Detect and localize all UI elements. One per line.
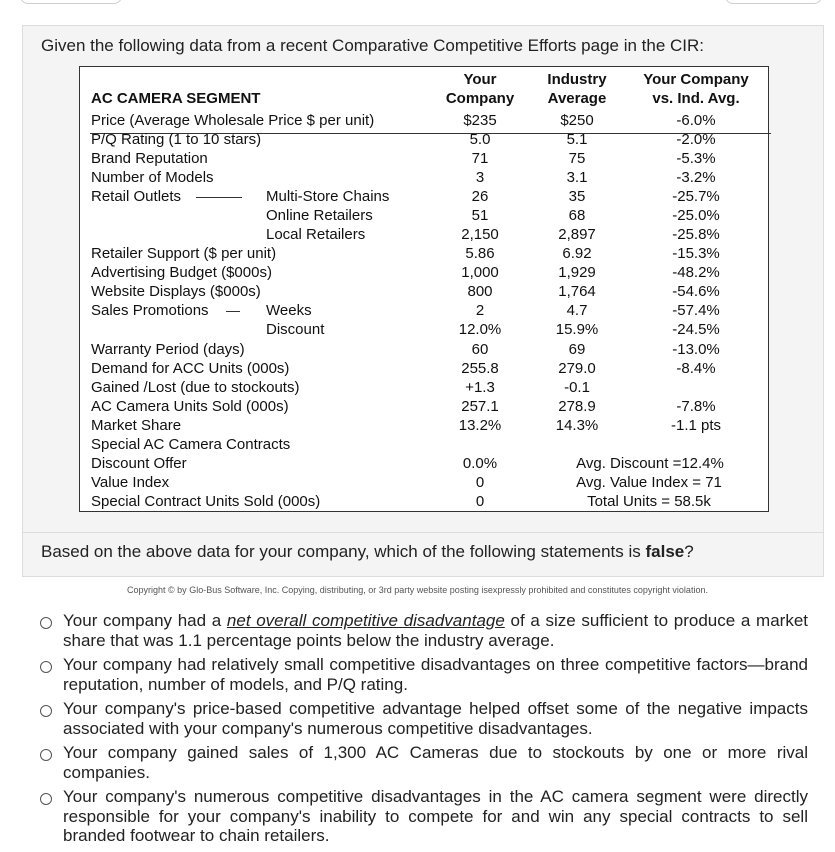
row-label: P/Q Rating (1 to 10 stars) (91, 131, 262, 148)
row-your: 60 (471, 341, 489, 358)
row-vs: -13.0% (672, 341, 720, 358)
row-sub: Local Retailers (266, 226, 366, 243)
row-vs: -57.4% (672, 302, 720, 319)
row-label: Discount Offer (91, 455, 187, 472)
radio-button[interactable] (40, 617, 52, 629)
row-your: 1,000 (461, 264, 499, 281)
row-your: 5.0 (469, 131, 491, 148)
row-label: Warranty Period (days) (91, 341, 245, 358)
row-ind: 2,897 (558, 226, 596, 243)
option-text: Your company's numerous competitive disadvantages in the AC camera segment were directly responsible for your company's inability to compete for and win any special contracts to sell branded footwear to chain retailers. (63, 787, 808, 845)
row-ind: 6.92 (562, 245, 592, 262)
row-ind: 68 (568, 207, 586, 224)
row-vs: -5.3% (676, 150, 716, 167)
cir-data-table (79, 66, 769, 512)
row-your: 2,150 (461, 226, 499, 243)
row-your: 12.0% (458, 321, 502, 338)
row-vs: -1.1 pts (670, 417, 722, 434)
option-text: Your company gained sales of 1,300 AC Cameras due to stockouts by one or more rival companies. (63, 743, 808, 782)
intro-text: Given the following data from a recent Comparative Competitive Efforts page in the CIR: (41, 36, 705, 55)
row-vs: -24.5% (672, 321, 720, 338)
row-your: 255.8 (461, 360, 499, 377)
top-tab-right[interactable] (725, 0, 822, 4)
row-label: Number of Models (91, 169, 214, 186)
row-ind: 278.9 (558, 398, 596, 415)
row-ind: 35 (568, 188, 586, 205)
row-label: Sales Promotions (91, 302, 209, 319)
row-ind: 1,764 (558, 283, 596, 300)
row-your: 51 (471, 207, 489, 224)
answer-option[interactable] (40, 699, 808, 738)
header-your-1: Your (463, 71, 497, 88)
top-tab-left[interactable] (20, 0, 122, 4)
row-label: Demand for ACC Units (000s) (91, 360, 290, 377)
row-vs: Total Units = 58.5k (587, 493, 711, 510)
row-label: Website Displays ($000s) (91, 283, 261, 300)
row-your: 0.0% (462, 455, 498, 472)
row-vs: Avg. Value Index = 71 (576, 474, 722, 491)
row-ind: 4.7 (566, 302, 588, 319)
header-ind-2: Average (547, 90, 607, 107)
row-vs: -15.3% (672, 245, 720, 262)
row-vs: -48.2% (672, 264, 720, 281)
question-prefix: Based on the above data for your company, which of the following statements is (41, 542, 646, 561)
row-label: Retailer Support ($ per unit) (91, 245, 277, 262)
row-sub: Online Retailers (266, 207, 373, 224)
question-suffix: ? (684, 542, 694, 561)
option-text-post: of a size sufficient to produce a market share that was 1.1 percentage points below the industry average. (63, 611, 808, 650)
option-text: Your company had relatively small competitive disadvantages on three competitive factors—brand reputation, number of models, and P/Q rating. (63, 655, 808, 694)
row-sub: Weeks (266, 302, 312, 319)
row-your: 13.2% (458, 417, 502, 434)
row-vs: -25.8% (672, 226, 720, 243)
answer-option[interactable] (40, 655, 808, 694)
row-vs: -3.2% (676, 169, 716, 186)
header-vs-2: vs. Ind. Avg. (652, 90, 740, 107)
header-ind-1: Industry (547, 71, 607, 88)
radio-button[interactable] (40, 661, 52, 673)
row-your: 0 (475, 493, 485, 510)
answer-options (40, 611, 808, 851)
radio-button[interactable] (40, 705, 52, 717)
segment-title: AC CAMERA SEGMENT (91, 90, 261, 107)
header-your-2: Company (445, 90, 515, 107)
row-label: Special Contract Units Sold (000s) (91, 493, 321, 510)
row-your: 800 (467, 283, 493, 300)
question-panel (22, 25, 824, 577)
header-vs-1: Your Company (643, 71, 749, 88)
option-text-pre: Your company had a (63, 611, 227, 630)
row-vs: -25.0% (672, 207, 720, 224)
row-vs: -7.8% (676, 398, 716, 415)
connector-line (226, 311, 240, 312)
row-vs: -25.7% (672, 188, 720, 205)
copyright-notice: Copyright © by Glo-Bus Software, Inc. Copying, distributing, or 3rd party website posting isexpressly prohibited and constitutes copyright violation. (127, 585, 708, 595)
row-label: Price (Average Wholesale Price $ per unit) (91, 112, 375, 129)
row-label: Value Index (91, 474, 170, 491)
row-ind: $250 (560, 112, 594, 129)
row-your: +1.3 (465, 379, 495, 396)
row-ind: 75 (568, 150, 586, 167)
row-label: Special AC Camera Contracts (91, 436, 291, 453)
row-your: 3 (475, 169, 485, 186)
row-vs: -6.0% (676, 112, 716, 129)
row-label: Retail Outlets (91, 188, 182, 205)
row-your: 26 (471, 188, 489, 205)
radio-button[interactable] (40, 749, 52, 761)
row-ind: 279.0 (558, 360, 596, 377)
question-text (41, 542, 694, 562)
row-ind: 15.9% (555, 321, 599, 338)
row-your: 71 (471, 150, 489, 167)
row-ind: 69 (568, 341, 586, 358)
row-vs: -54.6% (672, 283, 720, 300)
row-ind: 14.3% (555, 417, 599, 434)
option-text: Your company's price-based competitive advantage helped offset some of the negative impacts associated with your company's numerous competitive disadvantages. (63, 699, 808, 738)
row-label: Brand Reputation (91, 150, 208, 167)
row-your: 0 (475, 474, 485, 491)
row-vs: -2.0% (676, 131, 716, 148)
question-emphasis: false (645, 542, 685, 561)
answer-option[interactable] (40, 611, 808, 650)
row-your: 257.1 (461, 398, 499, 415)
row-your: 5.86 (465, 245, 495, 262)
row-sub: Multi-Store Chains (266, 188, 390, 205)
row-ind: 5.1 (566, 131, 588, 148)
answer-option[interactable] (40, 743, 808, 782)
panel-divider (23, 532, 823, 533)
row-ind: -0.1 (564, 379, 590, 396)
row-your: $235 (463, 112, 497, 129)
row-ind: 1,929 (558, 264, 596, 281)
row-your: 2 (475, 302, 485, 319)
row-ind: 3.1 (566, 169, 588, 186)
row-label: Market Share (91, 417, 182, 434)
row-label: Advertising Budget ($000s) (91, 264, 272, 281)
option-text-emphasis: net overall competitive disadvantage (226, 611, 505, 630)
connector-line (196, 197, 242, 198)
answer-option[interactable] (40, 787, 808, 846)
radio-button[interactable] (40, 793, 52, 805)
row-label: AC Camera Units Sold (000s) (91, 398, 289, 415)
row-vs: Avg. Discount =12.4% (576, 455, 724, 472)
row-vs: -8.4% (676, 360, 716, 377)
row-sub: Discount (266, 321, 325, 338)
row-label: Gained /Lost (due to stockouts) (91, 379, 300, 396)
